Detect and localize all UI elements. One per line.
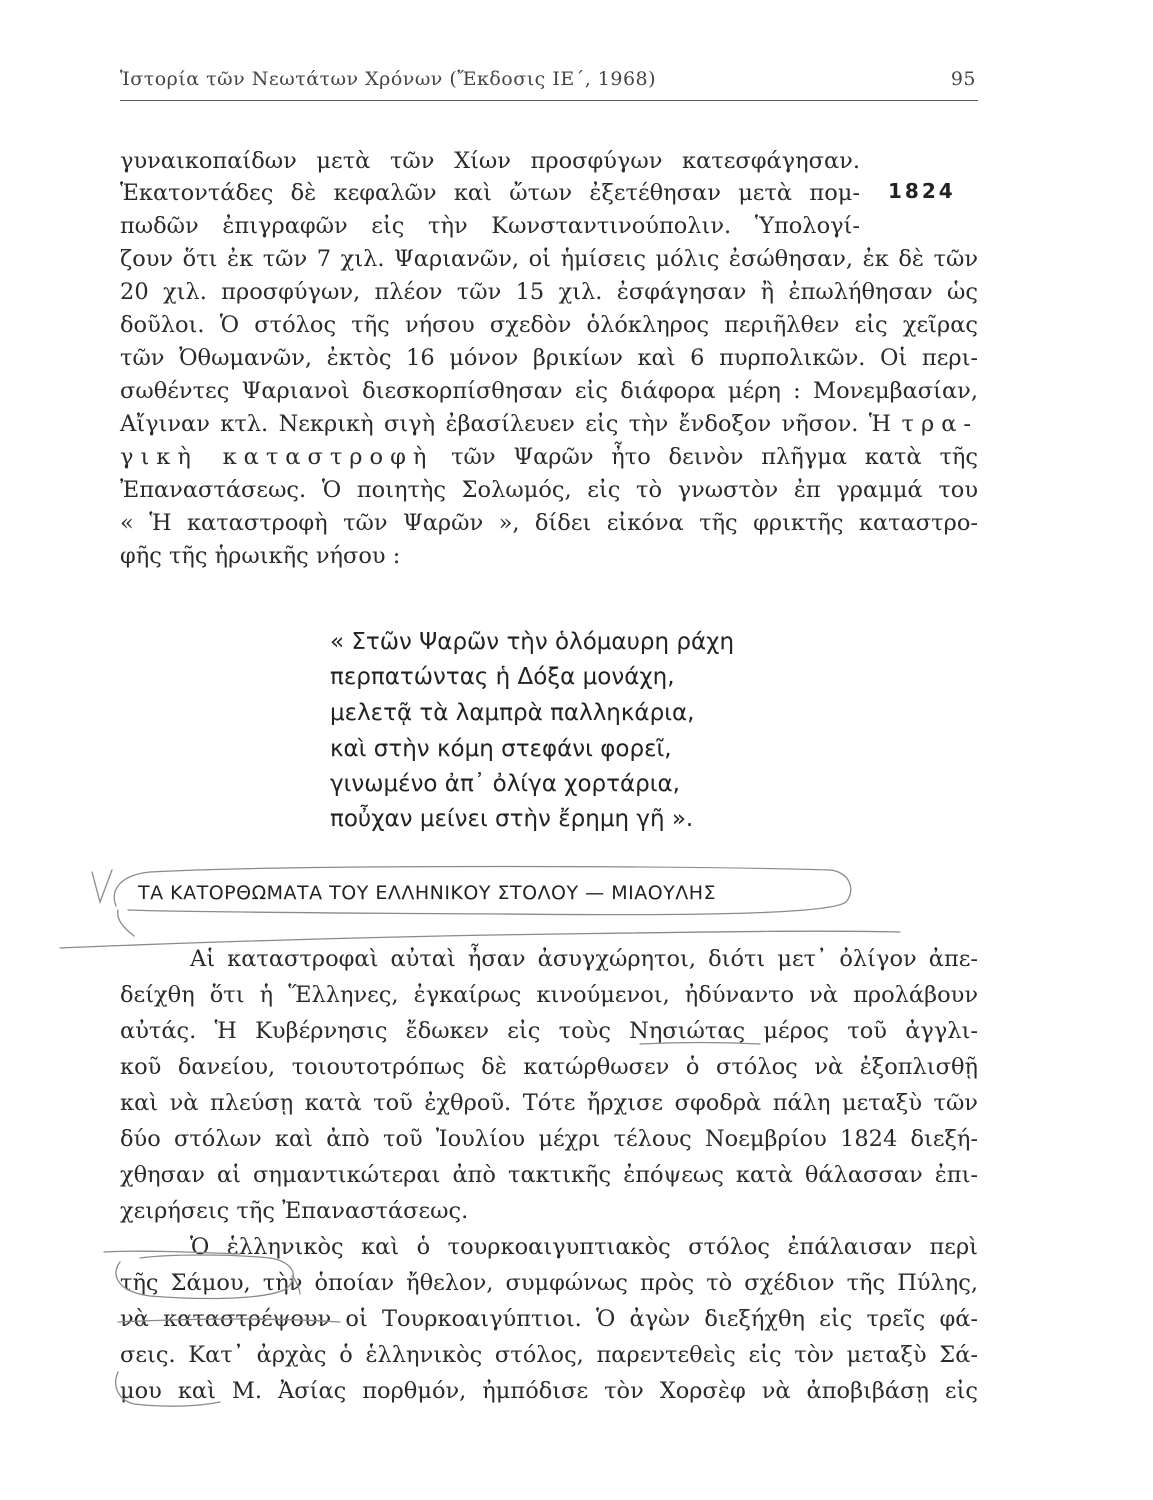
text-line: δοῦλοι. Ὁ στόλος τῆς νήσου σχεδὸν ὁλόκληρος περιῆλθεν εἰς χεῖρας	[120, 312, 978, 338]
text-line: πωδῶν ἐπιγραφῶν εἰς τὴν Κωνσταντινούπολιν. Ὑπολογί-	[120, 213, 860, 239]
text-line: δύο στόλων καὶ ἀπὸ τοῦ Ἰουλίου μέχρι τέλους Νοεμβρίου 1824 διεξή-	[120, 1126, 978, 1152]
text-line: γυναικοπαίδων μετὰ τῶν Χίων προσφύγων κατεσφάγησαν.	[120, 148, 860, 174]
poem-line: μελετᾷ τὰ λαμπρὰ παλληκάρια,	[330, 700, 695, 726]
text-line: 20 χιλ. προσφύγων, πλέον τῶν 15 χιλ. ἐσφάγησαν ἢ ἐπωλήθησαν ὡς	[120, 279, 978, 305]
header-title: Ἱστορία τῶν Νεωτάτων Χρόνων (Ἔκδοσις ΙΕ΄, 1968)	[120, 68, 657, 90]
section-heading: ΤΑ ΚΑΤΟΡΘΩΜΑΤΑ ΤΟΥ ΕΛΛΗΝΙΚΟΥ ΣΤΟΛΟΥ — ΜΙΑΟΥΛΗΣ	[138, 882, 717, 904]
text-line	[120, 442, 978, 472]
pencil-checkmark	[92, 870, 112, 902]
poem-line: γινωμένο ἀπ᾽ ὀλίγα χορτάρια,	[330, 771, 680, 797]
text-line: μου καὶ Μ. Ἀσίας πορθμόν, ἠμπόδισε τὸν Χορσὲφ νὰ ἀποβιβάσῃ εἰς	[120, 1378, 978, 1404]
poem-line: καὶ στὴν κόμη στεφάνι φορεῖ,	[330, 736, 672, 762]
text-line: νὰ καταστρέψουν οἱ Τουρκοαιγύπτιοι. Ὁ ἀγὼν διεξήχθη εἰς τρεῖς φά-	[120, 1306, 978, 1332]
poem-line: περπατώντας ἡ Δόξα μονάχη,	[330, 664, 675, 690]
text-line: σεις. Κατ᾽ ἀρχὰς ὁ ἑλληνικὸς στόλος, παρεντεθεὶς εἰς τὸν μεταξὺ Σά-	[120, 1342, 978, 1368]
text-line: « Ἡ καταστροφὴ τῶν Ψαρῶν », δίδει εἰκόνα τῆς φρικτῆς καταστρο-	[120, 510, 978, 536]
text-line: κοῦ δανείου, τοιουτοτρόπως δὲ κατώρθωσεν ὁ στόλος νὰ ἐξοπλισθῇ	[120, 1054, 978, 1080]
text-line: Ἐπαναστάσεως. Ὁ ποιητὴς Σολωμός, εἰς τὸ γνωστὸν ἐπ γραμμά του	[120, 477, 978, 503]
page-number: 95	[950, 68, 976, 90]
text-line: φῆς τῆς ἡρωικῆς νήσου :	[120, 543, 401, 569]
text-line: Ἑκατοντάδες δὲ κεφαλῶν καὶ ὤτων ἐξετέθησαν μετὰ πομ-	[120, 180, 860, 206]
text-line: Αἱ καταστροφαὶ αὐταὶ ἦσαν ἀσυγχώρητοι, διότι μετ᾽ ὀλίγον ἀπε-	[190, 946, 978, 972]
text-line	[120, 409, 978, 439]
text-line: σωθέντες Ψαριανοὶ διεσκορπίσθησαν εἰς διάφορα μέρη : Μονεμβασίαν,	[120, 378, 978, 404]
text-line: χειρήσεις τῆς Ἐπαναστάσεως.	[120, 1198, 469, 1224]
text-line: αὐτάς. Ἡ Κυβέρνησις ἔδωκεν εἰς τοὺς Νησιώτας μέρος τοῦ ἀγγλι-	[120, 1018, 978, 1044]
text-line: ζουν ὅτι ἐκ τῶν 7 χιλ. Ψαριανῶν, οἱ ἡμίσεις μόλις ἐσώθησαν, ἐκ δὲ τῶν	[120, 246, 978, 272]
poem-line: ποὖχαν μείνει στὴν ἔρημη γῆ ».	[330, 806, 694, 832]
text-line: Ὁ ἑλληνικὸς καὶ ὁ τουρκοαιγυπτιακὸς στόλος ἐπάλαισαν περὶ	[190, 1234, 978, 1260]
text-segment: τῶν Ψαρῶν ἦτο δεινὸν πλῆγμα κατὰ τῆς	[451, 444, 979, 470]
pencil-stroke	[118, 910, 134, 936]
text-line: τῶν Ὀθωμανῶν, ἐκτὸς 16 μόνον βρικίων καὶ 6 πυρπολικῶν. Οἱ περι-	[120, 345, 978, 371]
poem-line: « Στῶν Ψαρῶν τὴν ὁλόμαυρη ράχη	[330, 629, 735, 655]
text-line: τῆς Σάμου, τὴν ὁποίαν ἤθελον, συμφώνως πρὸς τὸ σχέδιον τῆς Πύλης,	[120, 1270, 978, 1296]
running-header	[120, 66, 978, 101]
spaced-emphasis: γικὴ καταστροφὴ	[120, 444, 434, 470]
text-line: καὶ νὰ πλεύσῃ κατὰ τοῦ ἐχθροῦ. Τότε ἤρχισε σφοδρὰ πάλη μεταξὺ τῶν	[120, 1090, 978, 1116]
text-segment: Αἴγιναν κτλ. Νεκρικὴ σιγὴ ἐβασίλευεν εἰς τὴν ἔνδοξον νῆσον. Ἡ	[120, 411, 892, 437]
text-line: χθησαν αἱ σημαντικώτεραι ἀπὸ τακτικῆς ἐπόψεως κατὰ θάλασσαν ἐπι-	[120, 1162, 978, 1188]
text-line: δείχθη ὅτι ἡ Ἕλληνες, ἐγκαίρως κινούμενοι, ἠδύναντο νὰ προλάβουν	[120, 982, 978, 1008]
margin-year-note: 1824	[888, 179, 956, 203]
spaced-emphasis: τρα-	[901, 411, 978, 437]
